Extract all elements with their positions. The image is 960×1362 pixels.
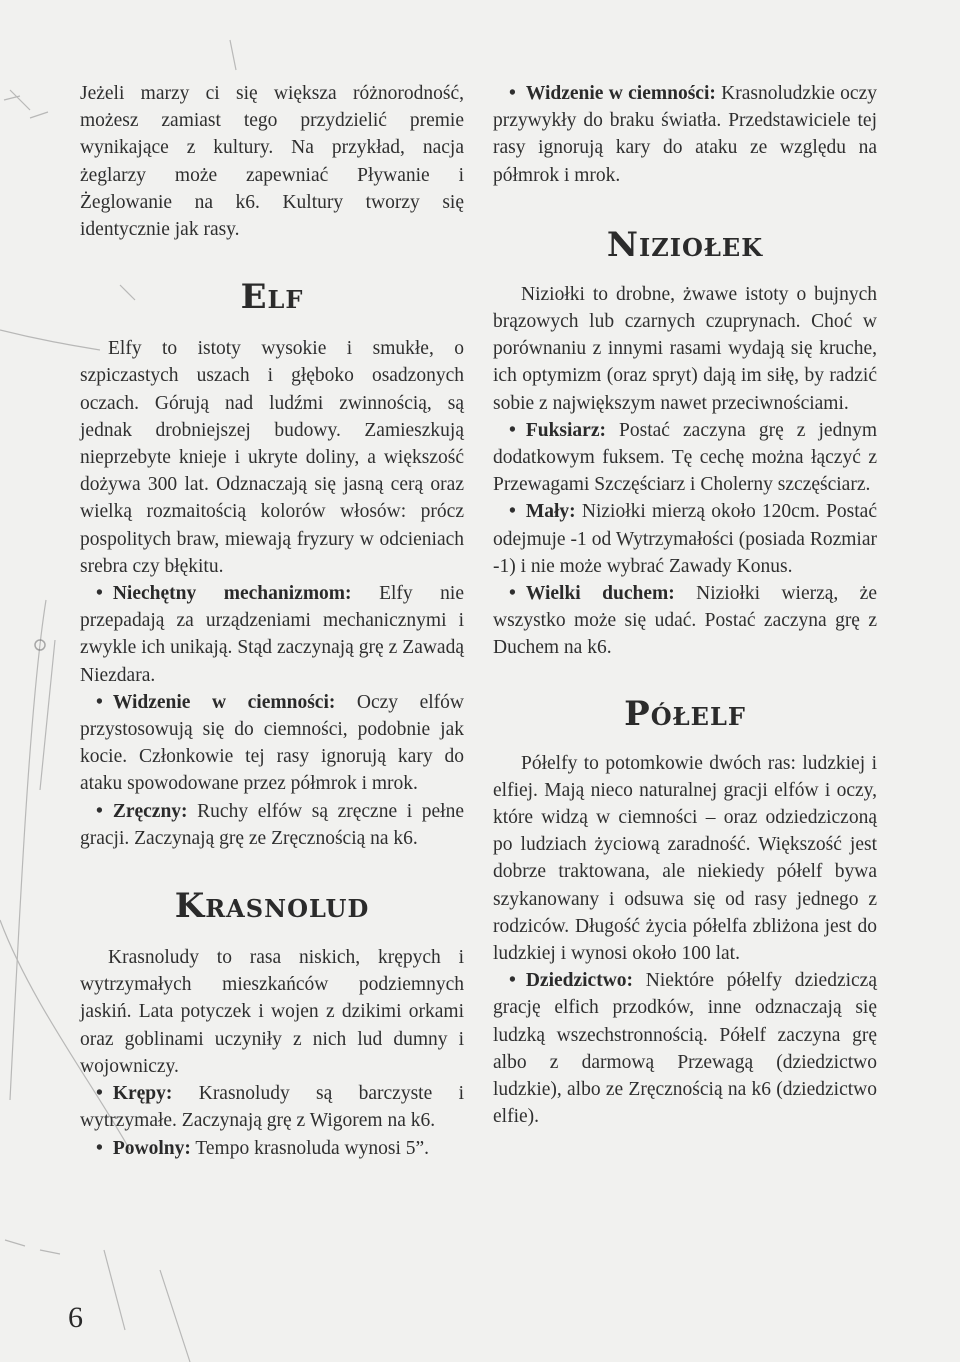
trait-name: Dziedzictwo: (525, 970, 634, 992)
polelf-description: Półelfy to potomkowie dwóch ras: ludzkiej i elfiej. Mają nieco naturalnej gracji elfów i oczy, które widzą w ciemności – oraz odziedziczoną po ludziach życiową zaradność. Większość jest dobrze traktowana, ale niekiedy półelf bywa szykanowany i odsuwa się od rasy jednego z rodziców. Długość życia półelfa zbliżona jest do ludzkiej i wynosi około 100 lat. (493, 752, 877, 965)
section-heading-polelf: Półelf (624, 693, 746, 734)
trait-name: Widzenie w ciemności: (112, 691, 336, 713)
trait-text: Tempo krasnoluda wynosi 5”. (190, 1137, 430, 1159)
trait-text: Krasnoludzkie oczy przywykły do braku światła. Przedstawiciele tej rasy ignorują kary do ataku ze względu na półmrok i mrok. (493, 83, 877, 186)
intro-paragraph: Jeżeli marzy ci się większa różnorodność, możesz zamiast tego przydzielić premie wynikające z kultury. Na przykład, nacja żeglarzy może zapewniać Pływanie i Żeglowanie na k6. Kultury tworzy się identycznie jak rasy. (80, 83, 464, 241)
elf-trait (80, 798, 464, 852)
trait-name: Niechętny mechanizmom: (112, 583, 352, 605)
elf-trait (80, 580, 464, 689)
elf-description: Elfy to istoty wysokie i smukłe, o szpiczastych uszach i głęboko osadzonych oczach. Górują nad ludźmi zwinnością, są jednak drobniejszej budowy. Zamieszkują nieprzebyte knieje i ukryte doliny, a większość dożywa 300 lat. Odznaczają się jasną cerą oraz wielką rozmaitością kolorów włosów: prócz pospolitych braw, miewają fryzury w odcieniach srebra czy błękitu. (80, 338, 464, 577)
bullet-icon: • (509, 501, 516, 523)
section-heading-krasnolud: Krasnolud (174, 886, 370, 927)
bullet-icon: • (509, 83, 516, 104)
polelf-trait (493, 967, 877, 1130)
krasnolud-trait (493, 80, 877, 189)
krasnolud-description: Krasnoludy to rasa niskich, krępych i wytrzymałych mieszkańców podziemnych jaskiń. Lata potyczek i wojen z dzikimi orkami oraz goblinami uczyniły z nich lud dumny i wojowniczy. (80, 947, 464, 1077)
krasnolud-trait (80, 1080, 464, 1134)
bullet-icon: • (96, 691, 103, 713)
bullet-icon: • (96, 583, 103, 605)
bullet-icon: • (96, 800, 103, 822)
trait-text: Niziołki mierzą około 120cm. Postać odejmuje -1 od Wytrzymałości (posiada Rozmiar -1) i nie może wybrać Zawady Konus. (493, 501, 877, 577)
trait-name: Powolny: (112, 1137, 191, 1159)
right-column (493, 80, 877, 1131)
trait-text: Niziołki wierzą, że wszystko może się udać. Postać zaczyna grę z Duchem na k6. (493, 583, 877, 659)
niziolek-description: Niziołki to drobne, żwawe istoty o bujnych brązowych lub czarnych czuprynach. Choć w porównaniu z innymi rasami wydają się kruche, ich optymizm (oraz spryt) dają im siłę, by radzić sobie z największym nawet przeciwnościami. (493, 283, 877, 414)
niziolek-trait (493, 498, 877, 580)
trait-name: Fuksiarz: (525, 419, 606, 441)
elf-trait (80, 689, 464, 798)
niziolek-trait (493, 580, 877, 662)
trait-name: Wielki duchem: (525, 583, 675, 605)
trait-text: Elfy nie przepadają za urządzeniami mechanicznymi i zwykle ich unikają. Stąd zaczynają grę z Zawadą Niezdara. (80, 583, 464, 686)
section-heading-niziolek: Niziołek (606, 224, 764, 265)
niziolek-trait (493, 417, 877, 499)
bullet-icon: • (509, 970, 516, 992)
bullet-icon: • (509, 419, 516, 441)
trait-name: Mały: (525, 501, 576, 523)
bullet-icon: • (96, 1137, 103, 1159)
trait-name: Zręczny: (112, 800, 188, 822)
trait-text: Postać zaczyna grę z jednym dodatkowym fuksem. Tę cechę można łączyć z Przewagami Szczęściarz i Cholerny szczęściarz. (493, 419, 877, 496)
trait-text: Ruchy elfów są zręczne i pełne gracji. Zaczynają grę ze Zręcznością na k6. (80, 800, 464, 849)
left-column (80, 80, 464, 1162)
bullet-icon: • (509, 583, 516, 605)
krasnolud-trait (80, 1135, 464, 1162)
trait-text: Krasnoludy są barczyste i wytrzymałe. Zaczynają grę z Wigorem na k6. (80, 1083, 464, 1132)
trait-text: Niektóre półelfy dziedziczą grację elfich przodków, inne odznaczają się ludzką wszechstronnością. Półelf zaczyna grę albo z darmową Przewagą (dziedzictwo ludzkie), albo ze Zręcznością na k6 (dziedzictwo elfie). (493, 970, 877, 1128)
section-heading-elf: Elf (240, 277, 304, 318)
trait-text: Oczy elfów przystosowują się do ciemności, podobnie jak kocie. Członkowie tej rasy ignorują kary do ataku spowodowane przez półmrok i mrok. (80, 691, 464, 795)
trait-name: Krępy: (112, 1083, 173, 1105)
bullet-icon: • (96, 1083, 103, 1105)
page-number: 6 (68, 1301, 83, 1334)
trait-name: Widzenie w ciemności: (525, 83, 716, 104)
